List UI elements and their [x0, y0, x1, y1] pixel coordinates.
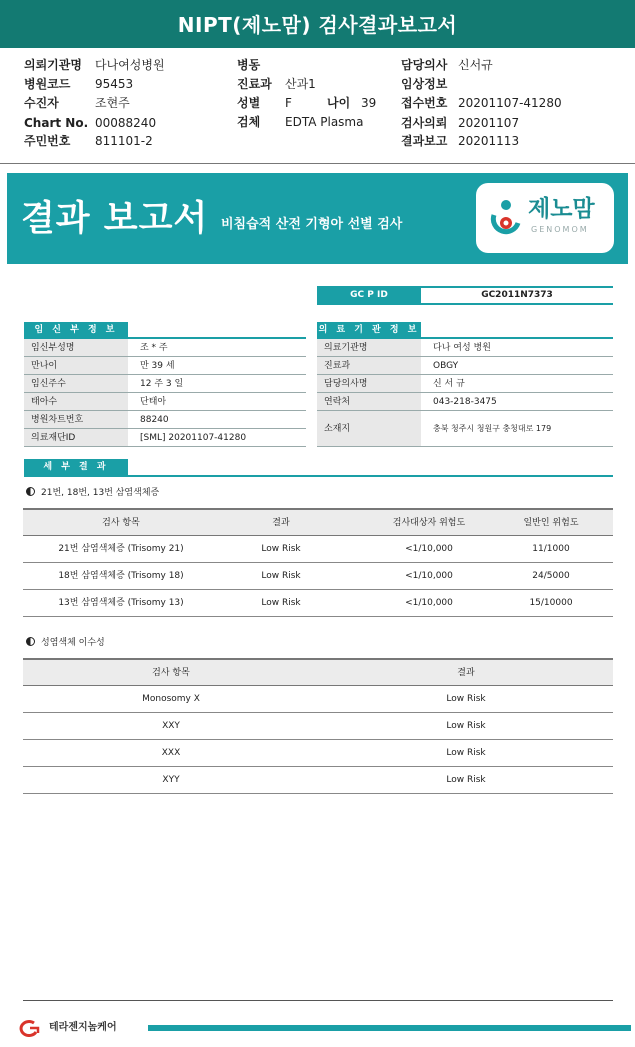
summary-row — [237, 113, 364, 131]
summary-label: 검사의뢰 — [401, 116, 448, 130]
row-value: 88240 — [140, 415, 169, 425]
summary-value: 다나여성병원 — [95, 58, 165, 72]
table-row — [317, 339, 613, 357]
summary-value: 조현주 — [95, 96, 130, 110]
row-value: 충북 청주시 청원구 충청대로 179 — [433, 424, 552, 433]
sex-chrom-heading — [26, 637, 105, 649]
gcp-id-value: GC2011N7373 — [481, 290, 553, 300]
table-cell: 24/5000 — [532, 571, 570, 581]
table-cell: XYY — [162, 775, 180, 785]
patient-info-table — [24, 339, 306, 447]
table-row — [24, 375, 306, 393]
table-cell: <1/10,000 — [405, 544, 453, 554]
summary-label: 주민번호 — [24, 134, 71, 148]
logo-text: 제노맘 — [528, 196, 595, 222]
table-cell: Low Risk — [446, 721, 486, 731]
table-row — [317, 393, 613, 411]
summary-value: 20201113 — [458, 134, 520, 148]
footer-bar — [148, 1025, 631, 1031]
summary-age — [327, 94, 377, 112]
row-key: 의료기관명 — [317, 339, 421, 356]
table-row — [23, 686, 613, 713]
summary-value: 95453 — [95, 77, 134, 91]
summary-label: 검체 — [237, 115, 261, 129]
row-key: 진료과 — [317, 357, 421, 374]
table-row — [23, 536, 613, 563]
footer-divider — [23, 1000, 613, 1001]
table-row — [24, 357, 306, 375]
table-row — [23, 740, 613, 767]
table-cell: Low Risk — [446, 775, 486, 785]
summary-row — [24, 56, 165, 74]
report-banner — [7, 173, 628, 264]
summary-label: 담당의사 — [401, 58, 448, 72]
half-circle-icon — [26, 637, 35, 646]
section-line — [24, 475, 613, 477]
summary-row — [24, 75, 134, 93]
summary-label: 의뢰기관명 — [24, 58, 82, 72]
row-key: 담당의사명 — [317, 375, 421, 392]
table-cell: 11/1000 — [532, 544, 570, 554]
summary-label: 접수번호 — [401, 96, 448, 110]
table-row — [24, 393, 306, 411]
row-key: 의료재단ID — [24, 429, 128, 446]
column-header: 결과 — [457, 668, 475, 678]
summary-value: 20201107 — [458, 116, 520, 130]
table-cell: Low Risk — [446, 748, 486, 758]
row-value: 조 * 주 — [140, 343, 168, 353]
banner-title: 결과 보고서 — [21, 199, 209, 239]
row-value: 다나 여성 병원 — [433, 343, 491, 353]
table-row — [23, 767, 613, 794]
gcp-id-label: GC P ID — [317, 286, 421, 304]
row-value: 043-218-3475 — [433, 397, 497, 407]
summary-label: 나이 — [327, 96, 351, 110]
theragen-logo-icon — [18, 1019, 46, 1037]
row-value: 신 서 규 — [433, 379, 465, 389]
summary-row — [237, 75, 316, 93]
table-row — [317, 375, 613, 393]
clinic-info-table — [317, 339, 613, 447]
detail-section-title: 세 부 결 과 — [24, 459, 128, 475]
summary-label: 수진자 — [24, 96, 59, 110]
summary-value: 신서규 — [458, 58, 493, 72]
genomom-logo — [476, 183, 614, 253]
row-key: 연락처 — [317, 393, 421, 410]
patient-section-title: 임 신 부 정 보 — [24, 322, 128, 338]
table-cell: 18번 삼염색체증 (Trisomy 18) — [58, 571, 184, 581]
summary-row — [24, 132, 153, 150]
row-key: 임신부성명 — [24, 339, 128, 356]
table-cell: XXY — [162, 721, 180, 731]
banner-subtitle: 비침습적 산전 기형아 선별 검사 — [221, 217, 403, 232]
summary-label: 진료과 — [237, 77, 272, 91]
table-row — [317, 411, 613, 447]
summary-value: 00088240 — [95, 116, 157, 130]
row-key: 병원차트번호 — [24, 411, 128, 428]
row-key: 소재지 — [317, 411, 421, 446]
summary-row — [401, 132, 520, 150]
table-cell: XXX — [161, 748, 181, 758]
table-cell: Low Risk — [446, 694, 486, 704]
column-header: 검사 항목 — [102, 518, 140, 528]
trisomy-heading — [26, 487, 159, 499]
table-row — [317, 357, 613, 375]
summary-row — [237, 56, 260, 74]
summary-value: 811101-2 — [95, 134, 153, 148]
gcp-line — [317, 303, 613, 305]
summary-label: 병동 — [237, 58, 261, 72]
summary-row — [24, 94, 130, 112]
summary-row — [24, 114, 157, 132]
logo-subtext: GENOMOM — [531, 225, 589, 234]
table-cell: 13번 삼염색체증 (Trisomy 13) — [58, 598, 184, 608]
half-circle-icon — [26, 487, 35, 496]
summary-row — [401, 94, 562, 112]
row-key: 임신주수 — [24, 375, 128, 392]
summary-value: F — [285, 96, 292, 110]
table-cell: 21번 삼염색체증 (Trisomy 21) — [58, 544, 184, 554]
report-title: NIPT(제노맘) 검사결과보고서 — [0, 0, 635, 48]
summary-label: 병원코드 — [24, 77, 71, 91]
summary-value: 39 — [361, 96, 377, 110]
table-cell: <1/10,000 — [405, 598, 453, 608]
footer-company: 테라젠지놈케어 — [49, 1022, 117, 1033]
row-value: OBGY — [433, 361, 459, 371]
divider — [0, 163, 635, 164]
trisomy-heading-text: 21번, 18번, 13번 삼염색체증 — [41, 488, 160, 498]
row-value: [SML] 20201107-41280 — [140, 433, 247, 443]
row-key: 태아수 — [24, 393, 128, 410]
row-value: 만 39 세 — [140, 361, 175, 371]
table-row — [24, 339, 306, 357]
sex-chrom-table — [23, 658, 613, 794]
table-cell: Monosomy X — [142, 694, 200, 704]
summary-row — [401, 75, 447, 93]
column-header: 일반인 위험도 — [523, 518, 579, 528]
summary-row — [401, 114, 520, 132]
table-cell: Low Risk — [261, 598, 301, 608]
sex-chrom-heading-text: 성염색체 이수성 — [41, 638, 105, 648]
table-row — [24, 411, 306, 429]
table-cell: Low Risk — [261, 571, 301, 581]
summary-label: 성별 — [237, 96, 261, 110]
table-header — [23, 658, 613, 686]
table-cell: <1/10,000 — [405, 571, 453, 581]
column-header: 검사 항목 — [152, 668, 190, 678]
table-row — [24, 429, 306, 447]
table-cell: Low Risk — [261, 544, 301, 554]
summary-row — [401, 56, 493, 74]
table-row — [23, 590, 613, 617]
summary-label: 결과보고 — [401, 134, 448, 148]
summary-value: EDTA Plasma — [285, 115, 364, 129]
table-header — [23, 508, 613, 536]
summary-value: 20201107-41280 — [458, 96, 562, 110]
summary-label: 임상정보 — [401, 77, 448, 91]
trisomy-table — [23, 508, 613, 616]
summary-label: Chart No. — [24, 116, 89, 130]
column-header: 결과 — [272, 518, 290, 528]
clinic-section-title: 의 료 기 관 정 보 — [317, 322, 421, 338]
row-key: 만나이 — [24, 357, 128, 374]
summary-value: 산과1 — [285, 77, 316, 91]
genomom-logo-icon — [488, 197, 524, 237]
summary-row — [237, 94, 292, 112]
column-header: 검사대상자 위험도 — [392, 518, 466, 528]
row-value: 단태아 — [140, 397, 167, 407]
table-row — [23, 713, 613, 740]
row-value: 12 주 3 일 — [140, 379, 184, 389]
table-row — [23, 563, 613, 590]
table-cell: 15/10000 — [529, 598, 573, 608]
